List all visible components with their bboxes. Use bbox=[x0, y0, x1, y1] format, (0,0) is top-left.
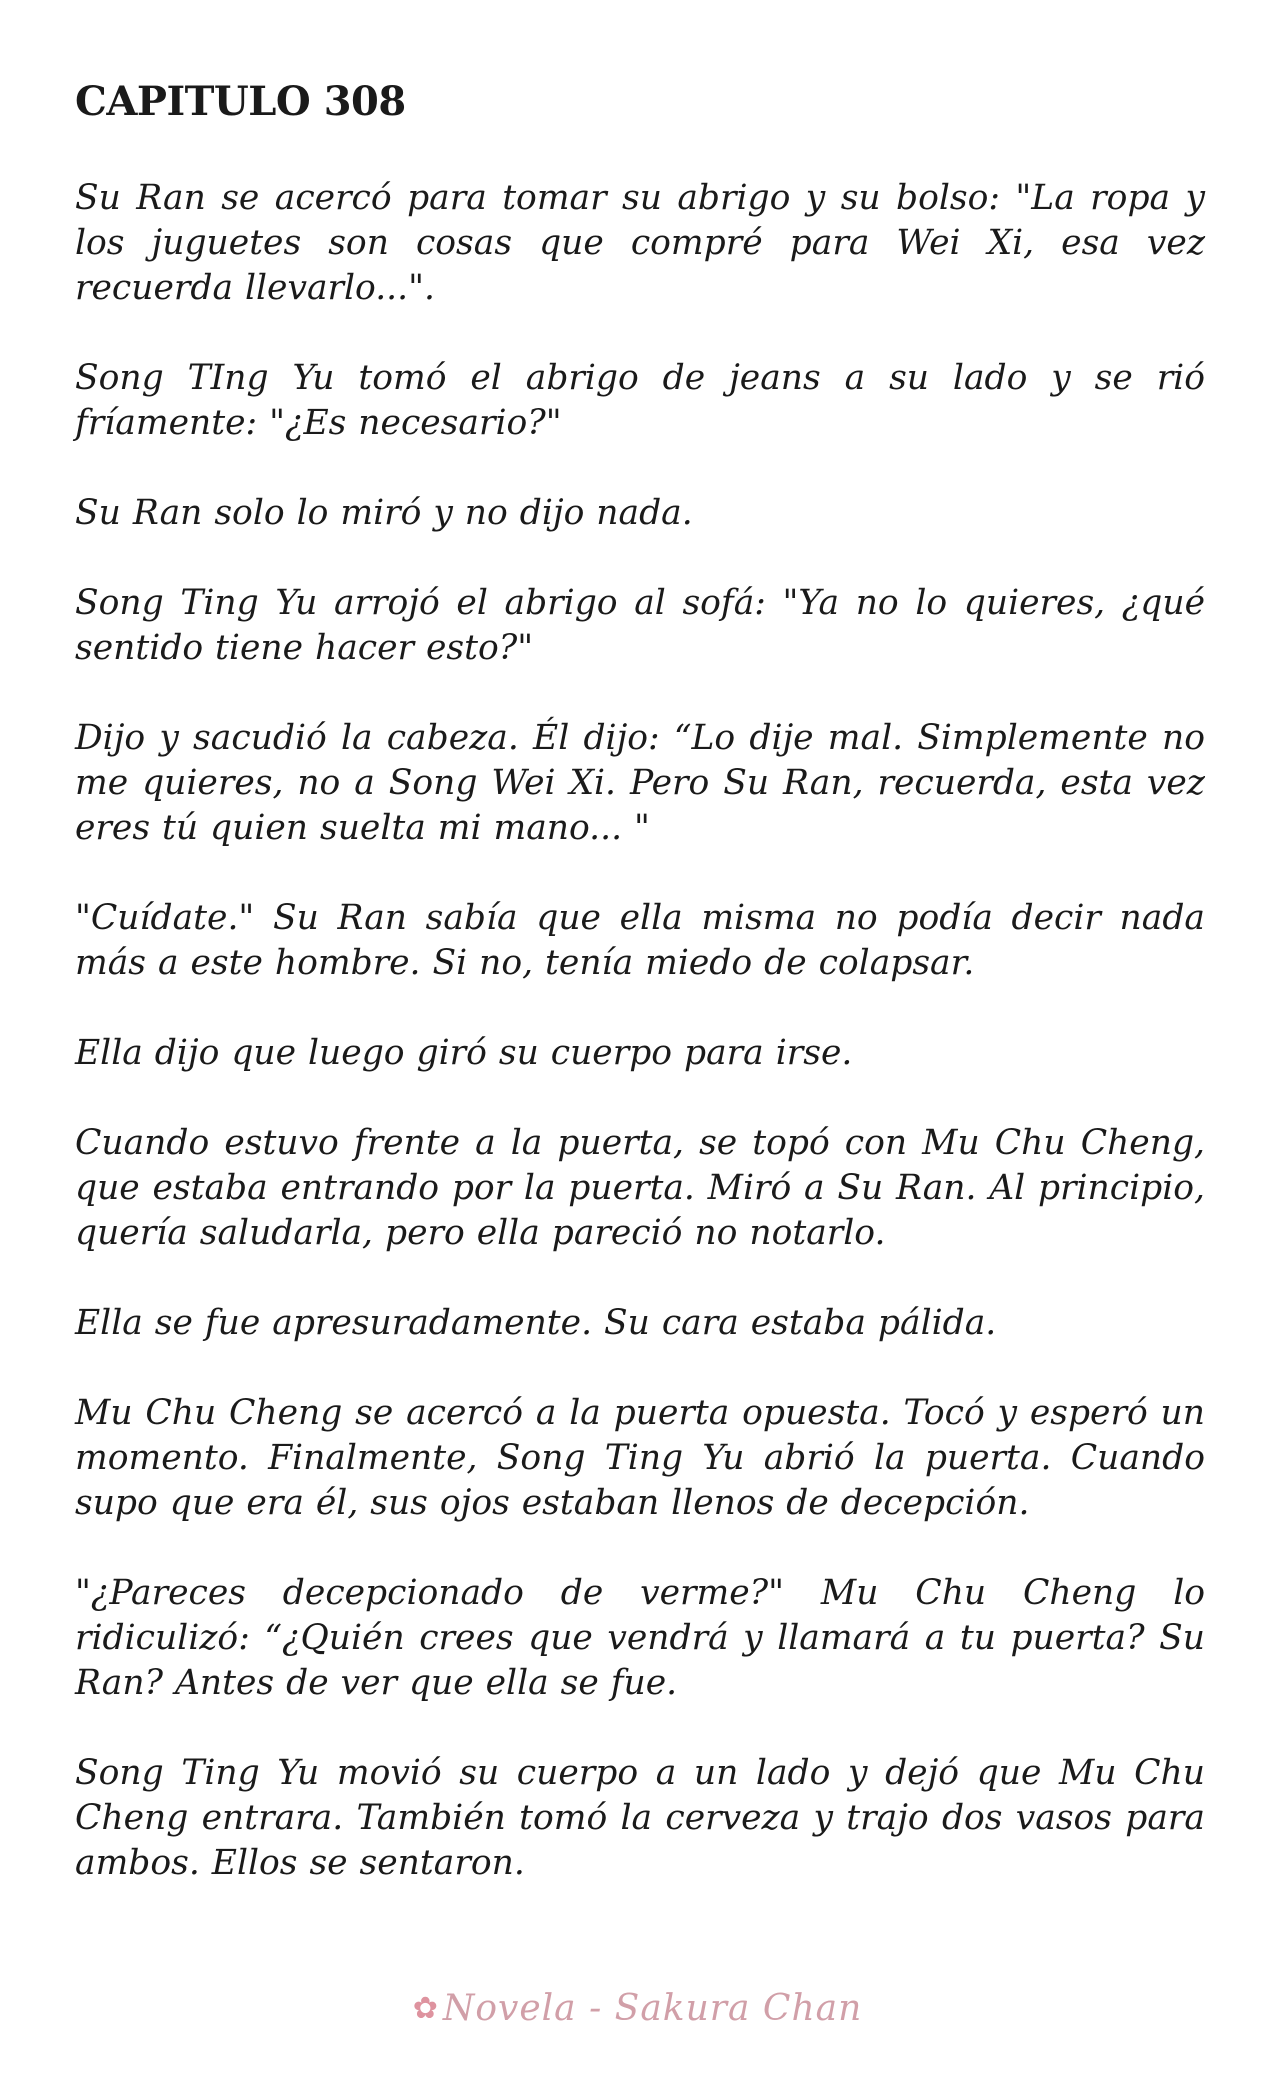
paragraph: Song Ting Yu arrojó el abrigo al sofá: "Ya no lo quieres, ¿qué sentido tiene hacer esto?" bbox=[75, 583, 1205, 668]
paragraph: Su Ran se acercó para tomar su abrigo y su bolso: "La ropa y los juguetes son cosas que compré para Wei Xi, esa vez recuerda llevarlo...". bbox=[75, 178, 1205, 308]
paragraph: Mu Chu Cheng se acercó a la puerta opuesta. Tocó y esperó un momento. Finalmente, Song Ting Yu abrió la puerta. Cuando supo que era él, sus ojos estaban llenos de decepción. bbox=[75, 1393, 1205, 1523]
watermark-text: Novela - Sakura Chan bbox=[442, 1988, 863, 2029]
sakura-flower-icon: ✿ bbox=[412, 1991, 439, 2026]
document-page bbox=[75, 72, 1205, 1931]
paragraph: Ella se fue apresuradamente. Su cara estaba pálida. bbox=[75, 1303, 997, 1343]
paragraph: "Cuídate." Su Ran sabía que ella misma no podía decir nada más a este hombre. Si no, tenía miedo de colapsar. bbox=[75, 898, 1205, 983]
paragraph: Song TIng Yu tomó el abrigo de jeans a su lado y se rió fríamente: "¿Es necesario?" bbox=[75, 358, 1205, 443]
paragraph: Song Ting Yu movió su cuerpo a un lado y dejó que Mu Chu Cheng entrara. También tomó la cerveza y trajo dos vasos para ambos. Ellos se sentaron. bbox=[75, 1753, 1205, 1883]
paragraph: Su Ran solo lo miró y no dijo nada. bbox=[75, 493, 693, 533]
chapter-title: CAPITULO 308 bbox=[75, 78, 406, 125]
paragraph: Dijo y sacudió la cabeza. Él dijo: “Lo dije mal. Simplemente no me quieres, no a Song Wei Xi. Pero Su Ran, recuerda, esta vez eres tú quien suelta mi mano... " bbox=[75, 718, 1205, 848]
paragraph: "¿Pareces decepcionado de verme?" Mu Chu Cheng lo ridiculizó: “¿Quién crees que vendrá y llamará a tu puerta? Su Ran? Antes de ver que ella se fue. bbox=[75, 1573, 1205, 1703]
watermark bbox=[0, 1988, 1275, 2029]
paragraph: Ella dijo que luego giró su cuerpo para irse. bbox=[75, 1033, 853, 1073]
paragraph: Cuando estuvo frente a la puerta, se topó con Mu Chu Cheng, que estaba entrando por la puerta. Miró a Su Ran. Al principio, quería saludarla, pero ella pareció no notarlo. bbox=[75, 1123, 1205, 1253]
